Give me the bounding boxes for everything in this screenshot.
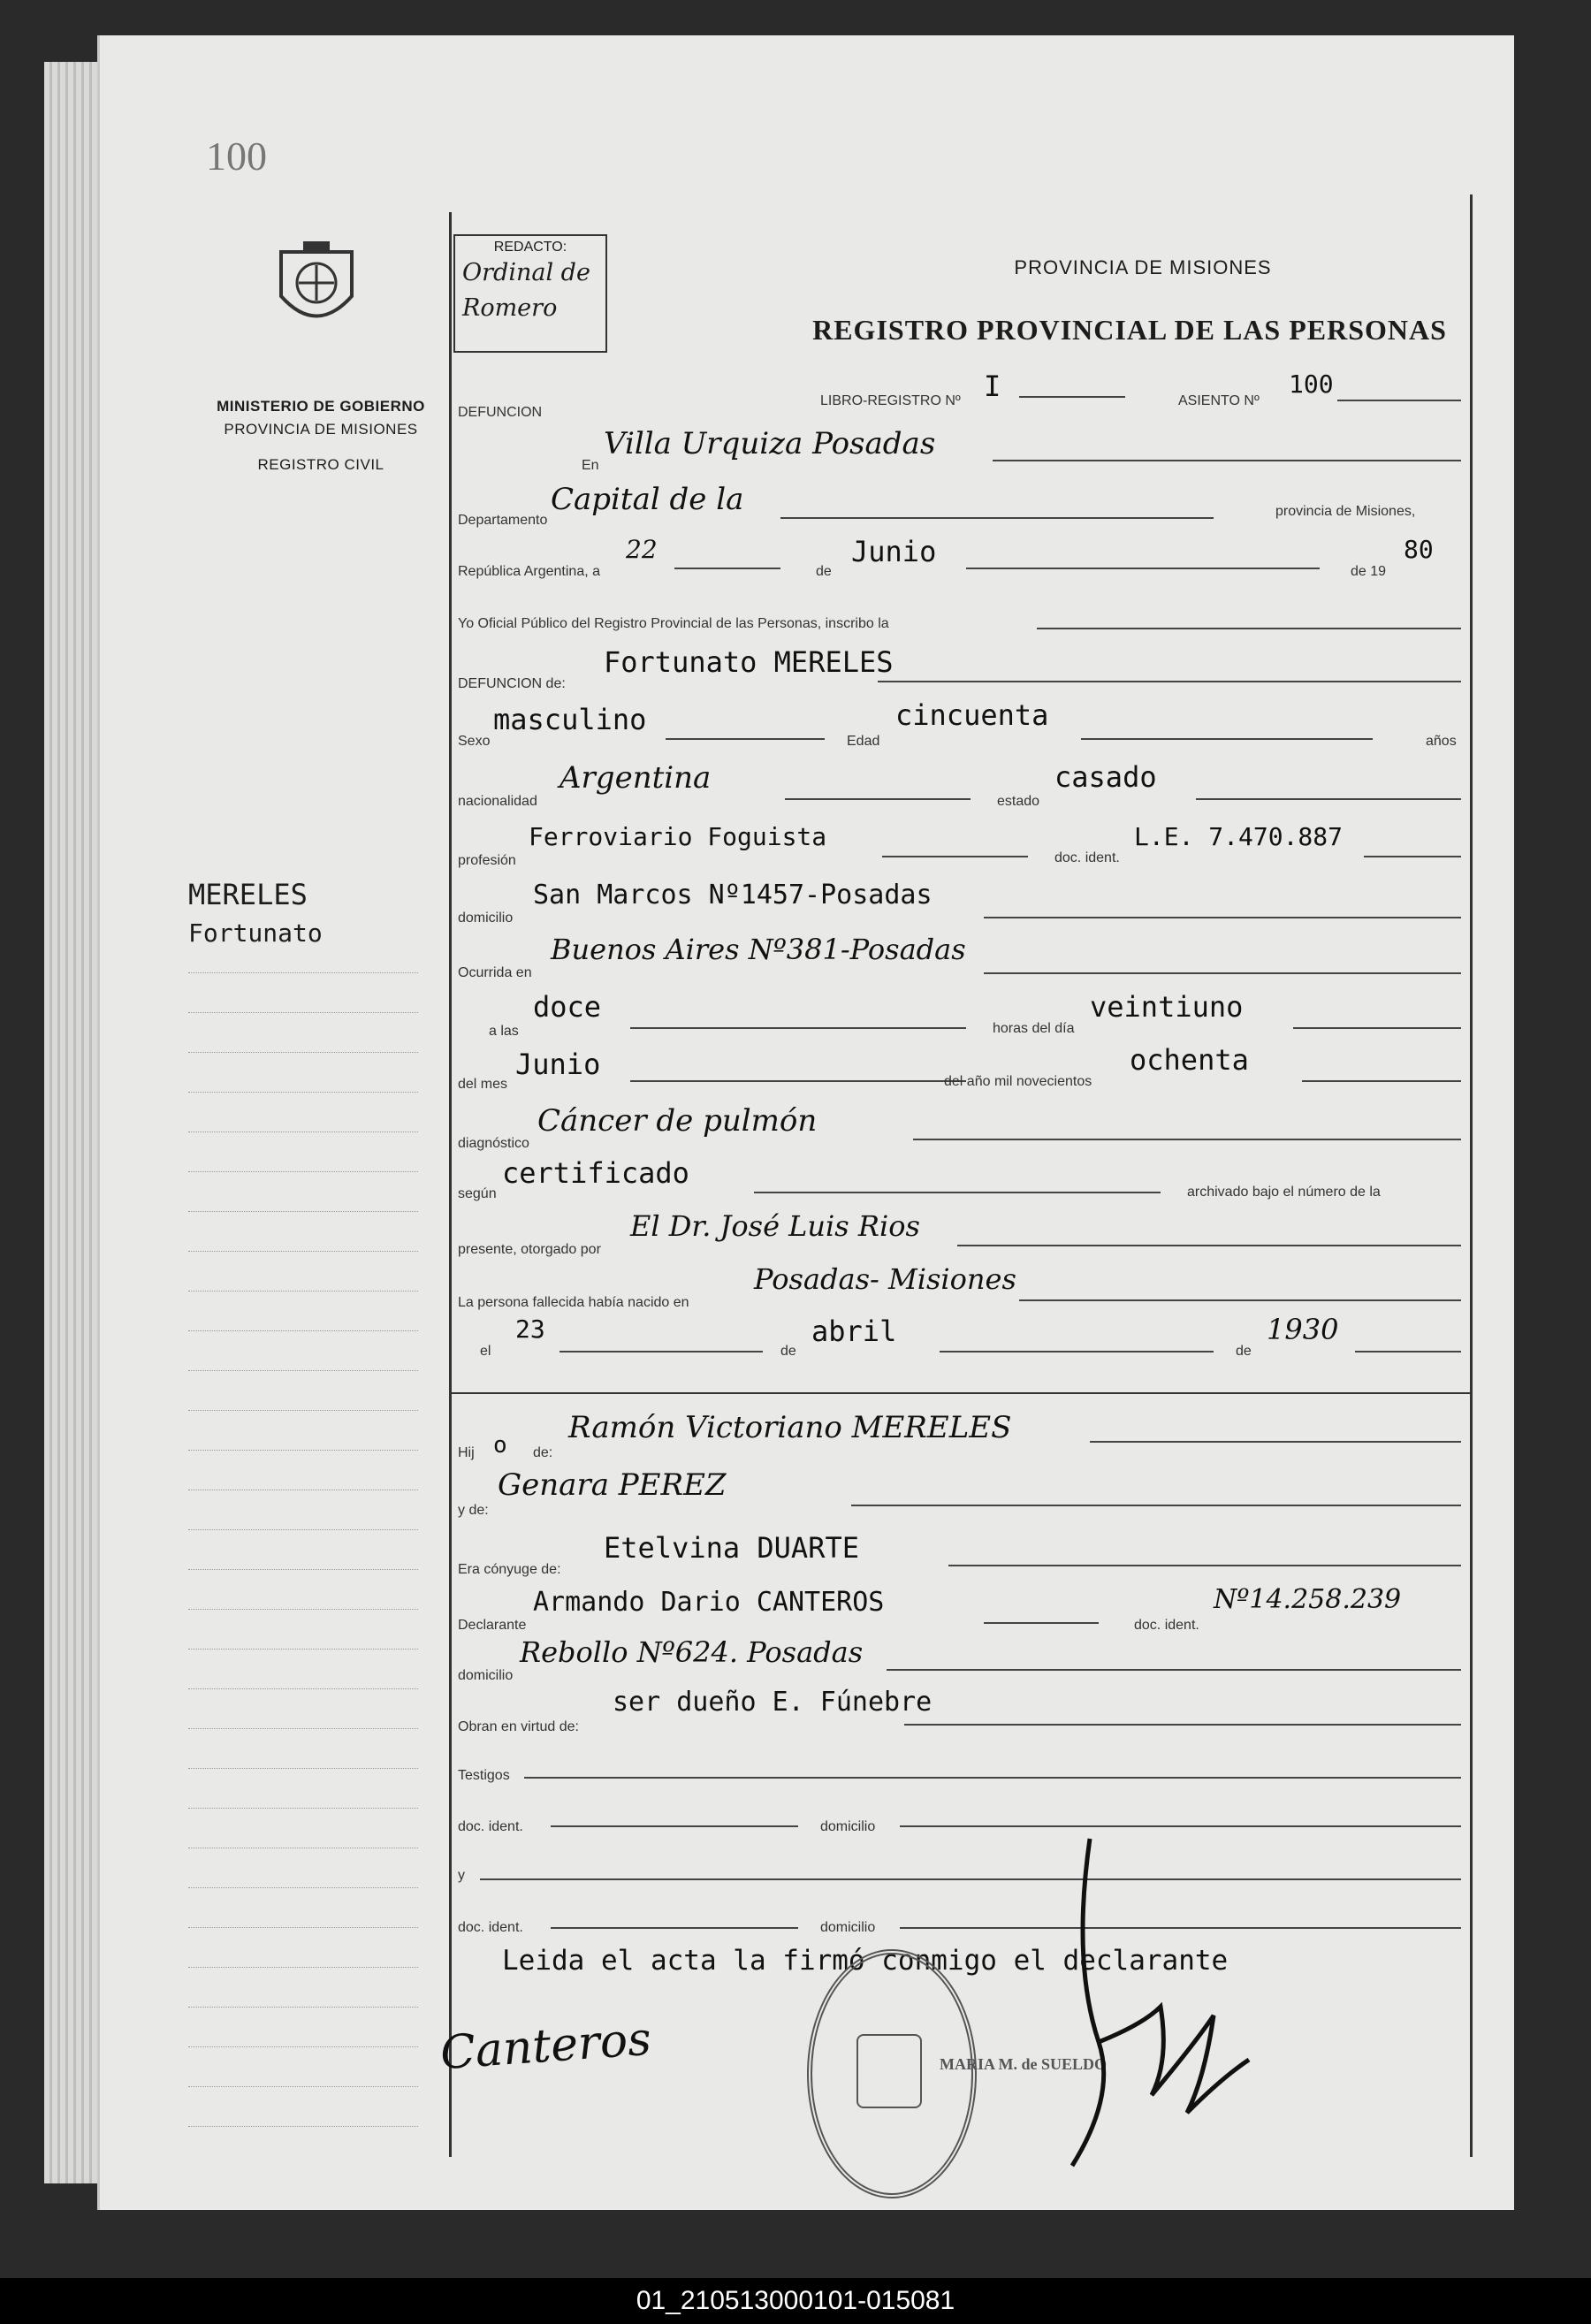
fill-line xyxy=(948,1565,1461,1566)
libro-value: I xyxy=(984,370,1001,403)
edad-value: cincuenta xyxy=(895,698,1049,732)
estado-value: casado xyxy=(1054,760,1157,794)
defuncion-de-label: DEFUNCION de: xyxy=(458,676,566,691)
fill-line xyxy=(666,738,825,740)
y-label: y xyxy=(458,1868,465,1883)
diagnostico-label: diagnóstico xyxy=(458,1136,529,1151)
presente-value: El Dr. José Luis Rios xyxy=(630,1209,920,1243)
anio-fall-value: ochenta xyxy=(1130,1043,1249,1077)
fill-line xyxy=(984,1622,1099,1624)
anio-value: 80 xyxy=(1404,535,1434,564)
horas-dia-label: horas del día xyxy=(993,1021,1075,1036)
nacido-label: La persona fallecida había nacido en xyxy=(458,1295,689,1310)
fill-line xyxy=(900,1825,1461,1827)
nacionalidad-label: nacionalidad xyxy=(458,794,537,809)
registry-title: REGISTRO PROVINCIAL DE LAS PERSONAS xyxy=(812,314,1447,346)
margin-rule xyxy=(188,1092,418,1093)
doc-ident-label: doc. ident. xyxy=(1054,850,1120,865)
margin-rule xyxy=(188,1967,418,1968)
margin-rule xyxy=(188,1927,418,1928)
declarante-signature: Canteros xyxy=(438,2012,653,2081)
nac-de2-label: de xyxy=(1236,1344,1252,1359)
ocurrida-label: Ocurrida en xyxy=(458,965,532,980)
fill-line xyxy=(878,681,1461,682)
en-label: En xyxy=(582,458,599,473)
margin-rule xyxy=(188,1450,418,1451)
fill-line xyxy=(957,1245,1461,1246)
archivado-label: archivado bajo el número de la xyxy=(1187,1185,1381,1200)
fill-line xyxy=(887,1669,1461,1671)
fill-line xyxy=(940,1351,1214,1352)
page-number: 100 xyxy=(206,133,267,179)
margin-rule xyxy=(188,1291,418,1292)
hijo-suffix: o xyxy=(493,1432,507,1459)
ministry-line: MINISTERIO DE GOBIERNO xyxy=(217,398,425,415)
fill-line xyxy=(1019,1299,1461,1301)
fill-line xyxy=(1293,1027,1461,1029)
anios-label: años xyxy=(1426,734,1457,749)
profesion-label: profesión xyxy=(458,853,516,868)
domicilio-value: San Marcos Nº1457-Posadas xyxy=(533,880,933,911)
margin-rule xyxy=(188,1052,418,1053)
nac-dia-value: 23 xyxy=(515,1314,545,1344)
del-anio-label: del año mil novecientos xyxy=(944,1074,1092,1089)
decl-doc-label: doc. ident. xyxy=(1134,1618,1199,1633)
ministry-header xyxy=(197,398,445,479)
obran-value: ser dueño E. Fúnebre xyxy=(613,1687,933,1718)
margin-rule xyxy=(188,972,418,973)
fill-line xyxy=(851,1505,1461,1506)
el-label: el xyxy=(480,1344,491,1359)
margin-surname: MERELES xyxy=(188,878,308,911)
redacto-line1: Ordinal de xyxy=(462,259,590,286)
redacto-label: REDACTO: xyxy=(493,240,567,255)
diagnostico-value: Cáncer de pulmón xyxy=(537,1103,818,1139)
margin-rule xyxy=(188,1410,418,1411)
domicilio-label: domicilio xyxy=(458,911,514,926)
asiento-label: ASIENTO Nº xyxy=(1178,393,1260,408)
margin-note xyxy=(188,875,323,953)
margin-rule xyxy=(188,1171,418,1172)
provincia-label: provincia de Misiones, xyxy=(1275,504,1416,519)
republica-label: República Argentina, a xyxy=(458,564,600,579)
fill-line xyxy=(630,1080,966,1082)
fill-line xyxy=(754,1192,1161,1193)
registry-seal-icon xyxy=(807,1949,977,2198)
section-divider xyxy=(449,1392,1470,1394)
obran-label: Obran en virtud de: xyxy=(458,1719,579,1734)
fill-line xyxy=(904,1724,1461,1726)
dia-value: 22 xyxy=(626,535,658,564)
hijo-de-label: de: xyxy=(533,1445,553,1460)
defuncion-top-label: DEFUNCION xyxy=(458,405,543,420)
decl-doc-value: Nº14.258.239 xyxy=(1214,1584,1402,1615)
hora-value: doce xyxy=(533,990,602,1024)
a-las-label: a las xyxy=(489,1024,519,1039)
departamento-value: Capital de la xyxy=(551,482,744,517)
image-id-footer: 01_210513000101-015081 xyxy=(0,2278,1591,2324)
fill-line xyxy=(882,856,1028,857)
fill-line xyxy=(1037,628,1461,629)
margin-rule xyxy=(188,1569,418,1570)
libro-label: LIBRO-REGISTRO Nº xyxy=(820,393,961,408)
closing-text: Leida el acta la firmó conmigo el declarante xyxy=(502,1945,1229,1977)
declarante-label: Declarante xyxy=(458,1618,527,1633)
de-label: de xyxy=(816,564,832,579)
margin-rule xyxy=(188,1728,418,1729)
margin-rule xyxy=(188,1330,418,1331)
declarante-value: Armando Dario CANTEROS xyxy=(533,1587,885,1618)
t2-dom-label: domicilio xyxy=(820,1920,876,1935)
official-signature-icon xyxy=(1037,1830,1267,2175)
departamento-label: Departamento xyxy=(458,513,548,528)
hijo-label: Hij xyxy=(458,1445,475,1460)
margin-rule xyxy=(188,1768,418,1769)
fill-line xyxy=(1364,856,1461,857)
fill-line xyxy=(1196,798,1461,800)
fill-line xyxy=(984,972,1461,974)
fill-line xyxy=(1302,1080,1461,1082)
right-vertical-rule xyxy=(1470,194,1473,2157)
margin-rule xyxy=(188,1609,418,1610)
left-vertical-rule xyxy=(449,212,452,2157)
fill-line xyxy=(993,460,1461,461)
margin-rule xyxy=(188,1370,418,1371)
testigos-label: Testigos xyxy=(458,1768,510,1783)
fill-line xyxy=(551,1825,798,1827)
redacto-box xyxy=(453,234,607,353)
margin-rule xyxy=(188,2046,418,2047)
sexo-label: Sexo xyxy=(458,734,491,749)
decl-dom-value: Rebollo Nº624. Posadas xyxy=(520,1635,864,1669)
fill-line xyxy=(1081,738,1373,740)
fill-line xyxy=(913,1139,1461,1140)
nac-mes-value: abril xyxy=(811,1314,897,1348)
margin-rule xyxy=(188,1887,418,1888)
t2-doc-label: doc. ident. xyxy=(458,1920,523,1935)
dia-fall-value: veintiuno xyxy=(1090,990,1244,1024)
ocurrida-value: Buenos Aires Nº381-Posadas xyxy=(551,933,966,966)
nacionalidad-value: Argentina xyxy=(560,760,712,796)
t1-dom-label: domicilio xyxy=(820,1819,876,1834)
fill-line xyxy=(1090,1441,1461,1443)
fill-line xyxy=(551,1927,798,1929)
profesion-value: Ferroviario Foguista xyxy=(529,822,827,851)
fill-line xyxy=(984,917,1461,918)
fill-line xyxy=(785,798,971,800)
madre-value: Genara PEREZ xyxy=(498,1467,727,1503)
margin-rule xyxy=(188,2126,418,2127)
nacido-value: Posadas- Misiones xyxy=(754,1262,1016,1296)
fill-line xyxy=(480,1878,1461,1880)
margin-given-name: Fortunato xyxy=(188,918,323,948)
margin-rule xyxy=(188,1251,418,1252)
conyuge-label: Era cónyuge de: xyxy=(458,1562,561,1577)
segun-value: certificado xyxy=(502,1156,689,1190)
margin-rule xyxy=(188,1808,418,1809)
fill-line xyxy=(1355,1351,1461,1352)
province-line: PROVINCIA DE MISIONES xyxy=(224,421,418,438)
province-title: PROVINCIA DE MISIONES xyxy=(1014,256,1272,278)
fill-line xyxy=(780,517,1214,519)
record-page xyxy=(97,35,1514,2210)
margin-rule xyxy=(188,1012,418,1013)
fill-line xyxy=(674,568,780,569)
fill-line xyxy=(560,1351,763,1352)
edad-label: Edad xyxy=(847,734,880,749)
province-crest-icon xyxy=(268,234,365,340)
segun-label: según xyxy=(458,1186,497,1201)
y-de-label: y de: xyxy=(458,1503,489,1518)
del-mes-label: del mes xyxy=(458,1077,508,1092)
margin-rule xyxy=(188,1649,418,1650)
conyuge-value: Etelvina DUARTE xyxy=(604,1531,859,1565)
nombre-value: Fortunato MERELES xyxy=(604,645,894,679)
sexo-value: masculino xyxy=(493,703,647,736)
margin-rule xyxy=(188,1211,418,1212)
margin-rule xyxy=(188,1529,418,1530)
fill-line xyxy=(1337,400,1461,401)
official-stamp: MARIA M. de SUELDO xyxy=(940,2055,1108,2073)
nac-de-label: de xyxy=(780,1344,796,1359)
nac-anio-value: 1930 xyxy=(1267,1313,1339,1346)
fill-line xyxy=(1019,396,1125,398)
margin-rule xyxy=(188,1688,418,1689)
margin-rule xyxy=(188,2007,418,2008)
mes-value: Junio xyxy=(851,535,937,568)
asiento-value: 100 xyxy=(1289,370,1334,399)
fill-line xyxy=(966,568,1320,569)
presente-label: presente, otorgado por xyxy=(458,1242,601,1257)
yo-oficial-label: Yo Oficial Público del Registro Provincial de las Personas, inscribo la xyxy=(458,616,889,631)
fill-line xyxy=(630,1027,966,1029)
decl-dom-label: domicilio xyxy=(458,1668,514,1683)
fill-line xyxy=(524,1777,1461,1779)
en-value: Villa Urquiza Posadas xyxy=(604,426,936,461)
doc-ident-value: L.E. 7.470.887 xyxy=(1134,822,1344,851)
mes-fall-value: Junio xyxy=(515,1048,601,1081)
de19-label: de 19 xyxy=(1351,564,1387,579)
estado-label: estado xyxy=(997,794,1040,809)
padre-value: Ramón Victoriano MERELES xyxy=(568,1410,1012,1445)
registry-line: REGISTRO CIVIL xyxy=(257,456,384,473)
redacto-line2: Romero xyxy=(462,294,558,322)
margin-rule xyxy=(188,2086,418,2087)
t1-doc-label: doc. ident. xyxy=(458,1819,523,1834)
